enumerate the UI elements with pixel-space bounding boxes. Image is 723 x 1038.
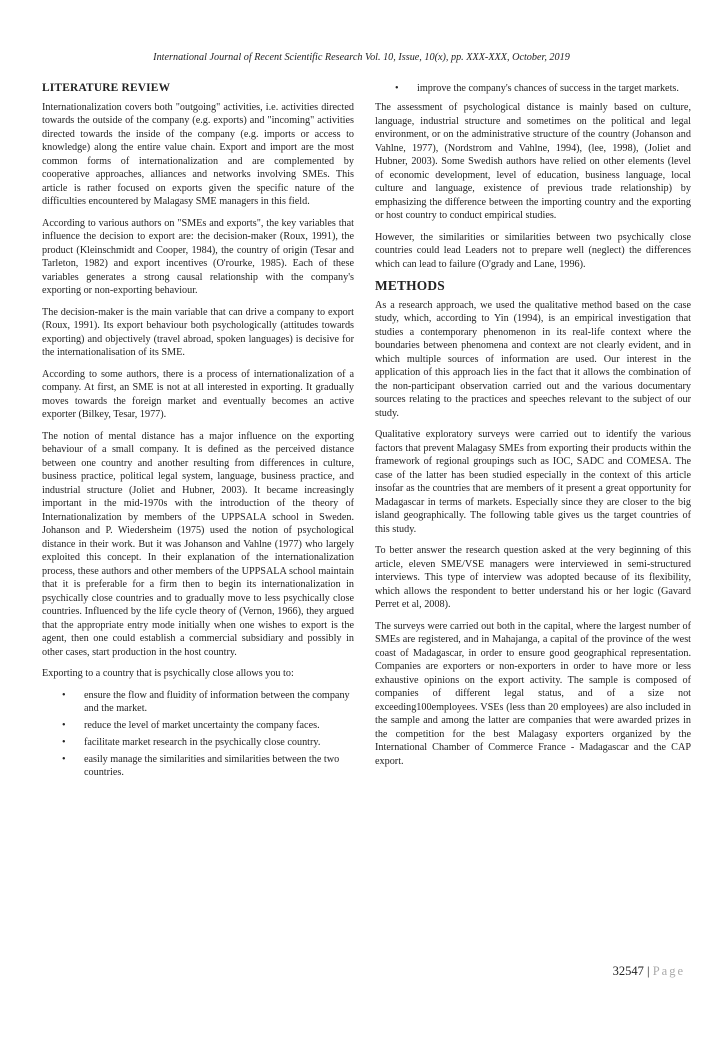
paragraph: However, the similarities or similarities between two psychically close countries could lead Leaders not to prepare well (neglect) the differences which can lead to failure (O'grady and Lane, 1996). [375,231,691,270]
paragraph: The assessment of psychological distance is mainly based on culture, language, industrial structure and sometimes on the political and legal environment, or on the administrative structure of the country (Johanson and Vahlne, 1977), (Nordstrom and Vahlne, 1994), (lee, 1998), (Joliet and Hubner, 2003). Some Swedish authors have relied on other elements (level of economic development, level of education, business language, local culture and language, existence of previous trade relationship) by emphasizing the difference between the importing country and the exporting or host country to conduct empirical studies. [375,102,691,221]
footer-separator: | [647,964,650,978]
section-heading-methods: METHODS [375,278,445,293]
list-item: • facilitate market research in the psychically close country. [42,736,354,749]
page-label: Page [652,964,685,978]
paragraph: Internationalization covers both "outgoing" activities, i.e. activities directed towards the outside of the company (e.g. exports) and "incoming" activities directed towards the inside of the company (e.g. imports or access to knowledge) along the entire value chain. Export and import are the most common forms of internationalization and are complemented by cooperative approaches, alliances and networks involving SMEs. This article is rather focused on exports given the specific nature of the difficulties encountered by Malagasy SME managers in this field. [42,101,354,207]
running-header: International Journal of Recent Scientific Research Vol. 10, Issue, 10(x), pp. XXX-XXX, October, 2019 [153,52,570,63]
bullet-list [42,689,354,779]
list-item: • improve the company's chances of success in the target markets. [375,82,691,95]
paragraph: The surveys were carried out both in the capital, where the largest number of SMEs are registered, and in Mahajanga, a capital of the province of the west coast of Madagascar, in order to ensure good geographical representation. Companies are exporters or non-exporters in order to have more or less exhaustive opinions on the export activity. The sample is composed of companies of different legal status, and of a size not exceeding100employees. VSEs (less than 20 employees) are also included in the sample and among the latter are companies that were awarded prizes in the competition for the best Malagasy exporters organized by the International Chamber of Commerce France - Madagascar and the CAP export. [375,620,691,767]
list-item: • reduce the level of market uncertainty the company faces. [42,719,354,732]
paragraph: The decision-maker is the main variable that can drive a company to export (Roux, 1991). Its export behaviour both psychologically (attitudes towards exporting) and objectively (travel abroad, spoken languages) is decisive for the internationalisation of its SME. [42,306,354,358]
paragraph: To better answer the research question asked at the very beginning of this article, eleven SME/VSE managers were interviewed in semi-structured interviews. This type of interview was adopted because of its flexibility, which allows the respondent to better understand his or her logic (Gavard Perret et al, 2008). [375,545,691,610]
paragraph: Qualitative exploratory surveys were carried out to identify the various factors that prevent Malagasy SMEs from exporting their products within the framework of regional groupings such as IOC, SADC and COMESA. The case of the latter has been studied especially in the context of this article insofar as the countries that are members of it present a great opportunity for Madagascar in terms of markets. Especially since they are closer to the big island geographically. The following table gives us the target countries of this study. [375,429,691,535]
paragraph: According to various authors on "SMEs and exports", the key variables that influence the decision to export are: the decision-maker (Roux, 1991), the product (Kleinschmidt and Cooper, 1984), the country of origin (Tesar and Tarleton, 1982) and export incentives (O'rourke, 1985). Each of these variables generates a strong causal relationship with the company's exporting or non-exporting behaviour. [42,217,354,296]
page-footer [613,964,685,979]
paragraph: According to some authors, there is a process of internationalization of a company. At first, an SME is not at all interested in exporting. It gradually moves towards the foreign market and eventually becomes an active exporter (Bilkey, Tesar, 1977). [42,368,354,420]
page-number: 32547 [612,964,644,978]
section-heading-literature-review: LITERATURE REVIEW [42,82,171,94]
paragraph: As a research approach, we used the qualitative method based on the case study, which, according to Yin (1994), is an empirical investigation that studies a contemporary phenomenon in its real-life context where the boundaries between phenomena and context are not clearly evident, and in which multiple sources of information are used. Our interest in the application of this approach lies in the fact that it allows the combination of the non-participant observation carried out and the various documentary sources relating to the practices and speeches relevant to the subject of our study. [375,299,691,419]
list-item: • easily manage the similarities and similarities between the two countries. [42,753,354,779]
bullet-list [375,82,691,95]
left-column [42,82,354,785]
right-column [375,82,691,776]
list-item: • ensure the flow and fluidity of information between the company and the market. [42,689,354,715]
paragraph: Exporting to a country that is psychically close allows you to: [42,668,294,679]
paragraph: The notion of mental distance has a major influence on the exporting behaviour of a small company. It is defined as the perceived distance between one country and another resulting from differences in culture, business practice, political legal system, language, business practice, and industrial structure (Joliet and Hubner, 2003). It became increasingly important in the mid-1970s with the introduction of the theory of Internationalization by members of the UPPSALA school in Sweden. Johanson and P. Wiedersheim (1975) used the notion of psychological distance in their work. But it was Johanson and Vahlne (1977) who largely exploited this concept. In their explanation of the internationalization process, these authors and other members of the UPPSALA school maintain that it is preferable for a firm then to begin its internationalization in psychically close countries and to gradually move to less psychically close countries. Influenced by the life cycle theory of (Vernon, 1966), they argued that the appropriate entry mode initially when one wishes to export is the agent, then one could establish a commercial subsidiary and possibly in other cases, start production in the host country. [42,430,354,658]
